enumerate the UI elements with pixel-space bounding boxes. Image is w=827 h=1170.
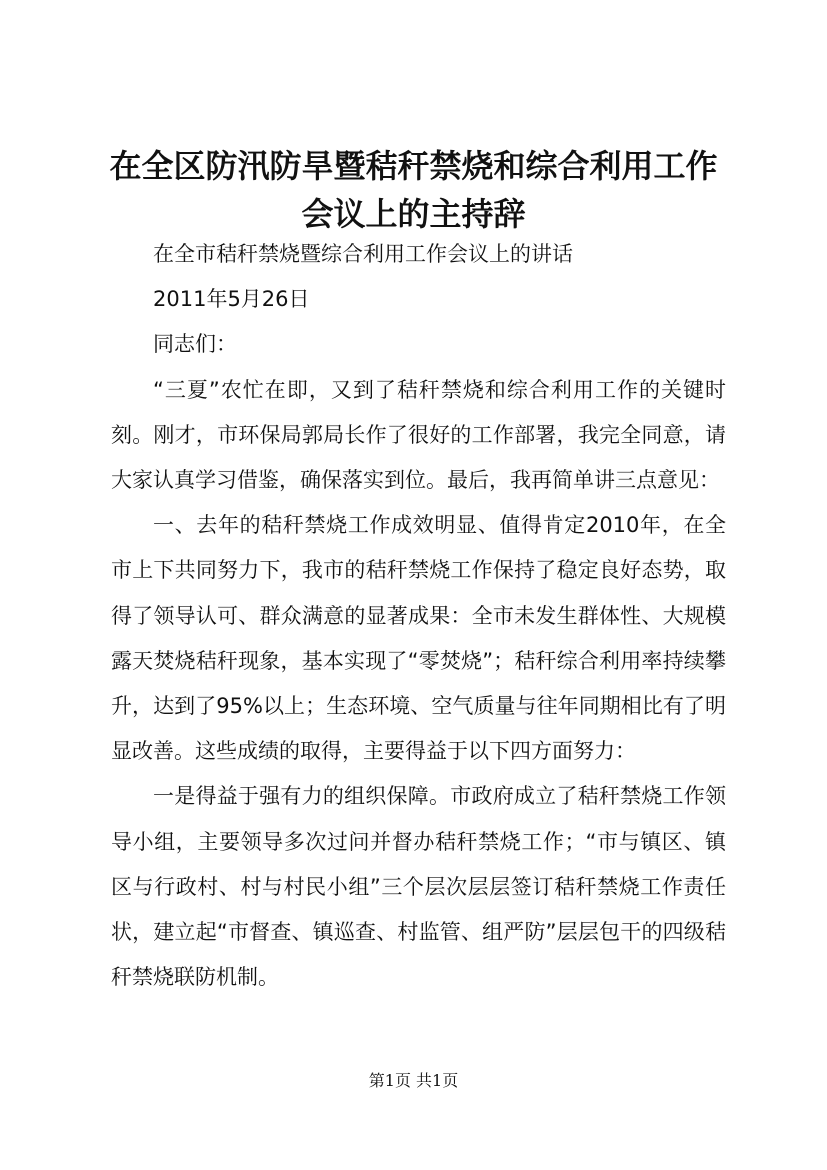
paragraph: 一是得益于强有力的组织保障。市政府成立了秸秆禁烧工作领导小组，主要领导多次过问并督办秸秆禁烧工作；“市与镇区、镇区与行政村、村与村民小组”三个层次层层签订秸秆禁烧工作责任状，建立起“市督查、镇巡查、村监管、组严防”层层包干的四级秸秆禁烧联防机制。 [111,784,726,990]
document-subtitle: 在全市秸秆禁烧暨综合利用工作会议上的讲话 [153,242,573,266]
paragraph: 一、去年的秸秆禁烧工作成效明显、值得肯定2010年，在全市上下共同努力下，我市的秸秆禁烧工作保持了稳定良好态势，取得了领导认可、群众满意的显著成果：全市未发生群体性、大规模露天焚烧秸秆现象，基本实现了“零焚烧”；秸秆综合利用率持续攀升，达到了95%以上；生态环境、空气质量与往年同期相比有了明显改善。这些成绩的取得，主要得益于以下四方面努力： [111,513,726,764]
page-footer: 第1页 共1页 [368,1071,459,1090]
paragraph: “三夏”农忙在即，又到了秸秆禁烧和综合利用工作的关键时刻。刚才，市环保局郭局长作了很好的工作部署，我完全同意，请大家认真学习借鉴，确保落实到位。最后，我再简单讲三点意见： [111,377,726,493]
document-title: 在全区防汛防旱暨秸秆禁烧和综合利用工作会议上的主持辞 [109,147,718,233]
document-body [111,232,726,1000]
salutation: 同志们： [153,332,237,357]
document-date: 2011年5月26日 [153,287,310,312]
